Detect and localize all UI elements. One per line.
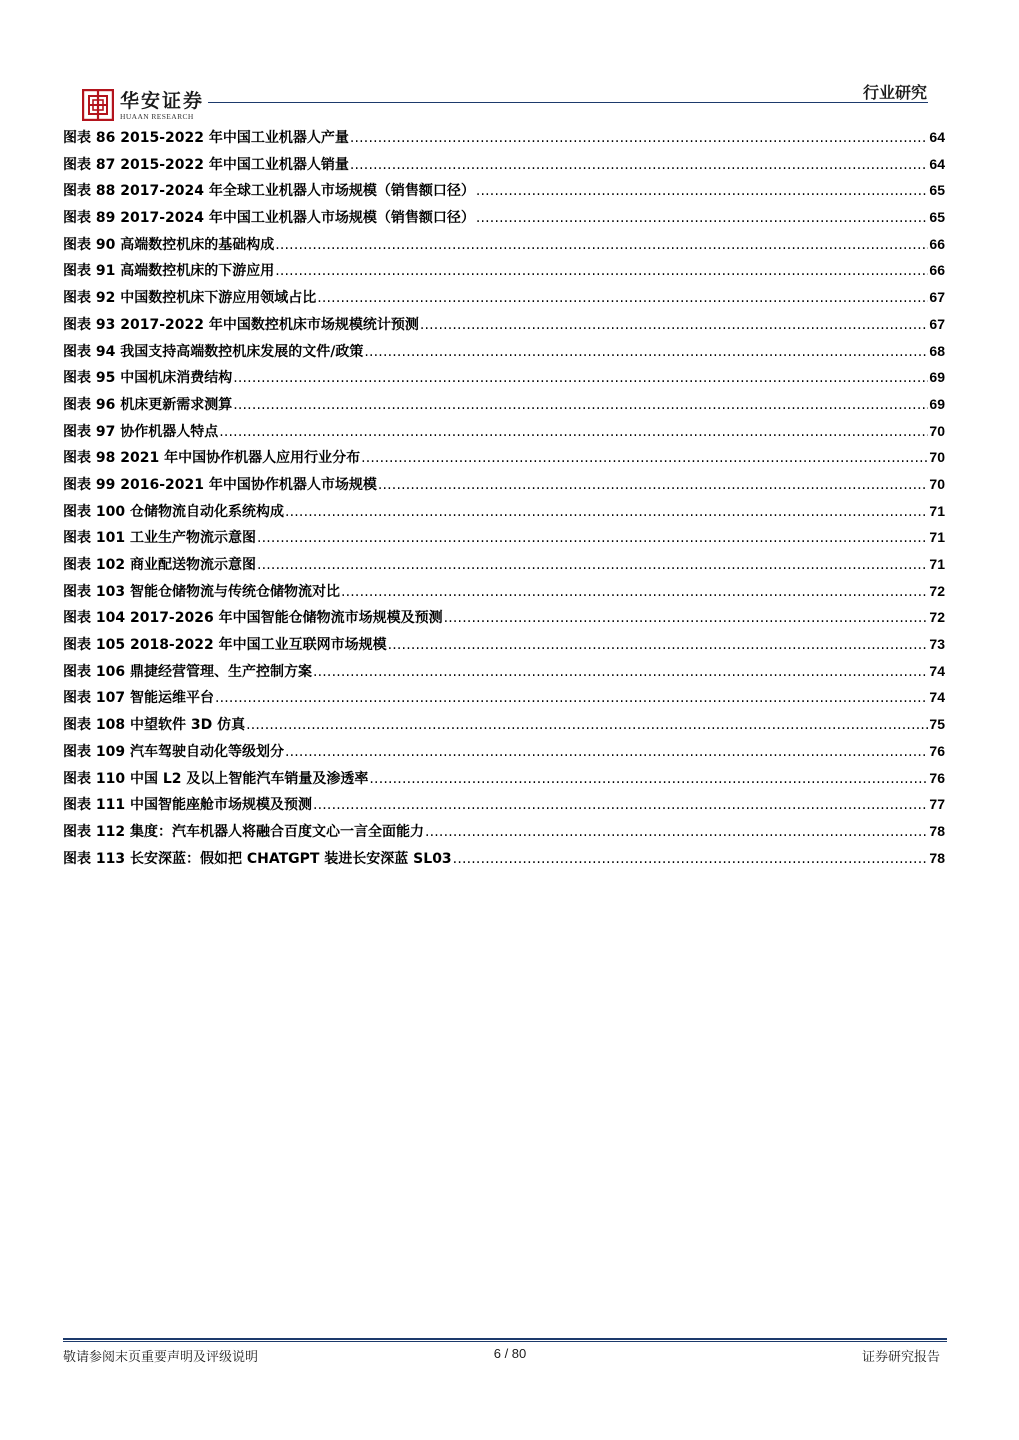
- toc-entry-label[interactable]: 图表 88 2017-2024 年全球工业机器人市场规模（销售额口径）: [63, 183, 475, 200]
- toc-entry-label[interactable]: 图表 103 智能仓储物流与传统仓储物流对比: [63, 583, 340, 600]
- toc-entry-page[interactable]: 78: [929, 822, 945, 839]
- toc-entry-page[interactable]: 73: [929, 636, 945, 653]
- toc-entry-page[interactable]: 70: [929, 449, 945, 466]
- toc-entry-page[interactable]: 76: [929, 769, 945, 786]
- toc-entry-label[interactable]: 图表 87 2015-2022 年中国工业机器人销量: [63, 156, 349, 173]
- toc-entry-label[interactable]: 图表 111 中国智能座舱市场规模及预测: [63, 797, 312, 814]
- toc-entry-label[interactable]: 图表 110 中国 L2 及以上智能汽车销量及渗透率: [63, 770, 369, 787]
- toc-entry[interactable]: [63, 364, 945, 391]
- toc-entry-page[interactable]: 70: [929, 475, 945, 492]
- toc-entry-label[interactable]: 图表 113 长安深蓝：假如把 CHATGPT 装进长安深蓝 SL03: [63, 850, 452, 867]
- section-label: 行业研究: [862, 83, 927, 102]
- toc-entry-label[interactable]: 图表 104 2017-2026 年中国智能仓储物流市场规模及预测: [63, 610, 443, 627]
- toc-entry[interactable]: [63, 177, 945, 204]
- page-indicator: 6 / 80: [493, 1346, 527, 1361]
- dot-leader: [257, 552, 928, 579]
- toc-entry-label[interactable]: 图表 109 汽车驾驶自动化等级划分: [63, 743, 284, 760]
- dot-leader: [388, 632, 929, 659]
- toc-entry-page[interactable]: 77: [929, 796, 945, 813]
- dot-leader: [285, 499, 928, 526]
- toc-entry[interactable]: [63, 311, 945, 338]
- toc-entry-page[interactable]: 70: [929, 422, 945, 439]
- toc-entry-page[interactable]: 68: [929, 342, 945, 359]
- dot-leader: [233, 365, 928, 392]
- toc-entry[interactable]: [63, 658, 945, 685]
- dot-leader: [378, 472, 929, 499]
- toc-entry-label[interactable]: 图表 86 2015-2022 年中国工业机器人产量: [63, 130, 349, 146]
- toc-entry-page[interactable]: 64: [929, 129, 945, 145]
- toc-entry-page[interactable]: 66: [929, 235, 945, 252]
- dot-leader: [275, 258, 928, 285]
- dot-leader: [215, 685, 928, 712]
- dot-leader: [476, 205, 929, 232]
- toc-entry-label[interactable]: 图表 100 仓储物流自动化系统构成: [63, 503, 284, 520]
- dot-leader: [257, 525, 928, 552]
- toc-entry-label[interactable]: 图表 91 高端数控机床的下游应用: [63, 263, 275, 280]
- toc-entry-page[interactable]: 67: [929, 289, 945, 306]
- dot-leader: [444, 605, 929, 632]
- toc-entry[interactable]: [63, 738, 945, 765]
- dot-leader: [476, 178, 929, 205]
- toc-entry-page[interactable]: 64: [929, 155, 945, 172]
- toc-entry[interactable]: [63, 791, 945, 818]
- dot-leader: [219, 419, 928, 446]
- dot-leader: [313, 659, 928, 686]
- toc-entry[interactable]: [63, 818, 945, 845]
- toc-entry-label[interactable]: 图表 93 2017-2022 年中国数控机床市场规模统计预测: [63, 316, 419, 333]
- toc-entry-label[interactable]: 图表 112 集度：汽车机器人将融合百度文心一言全面能力: [63, 823, 424, 840]
- toc-entry-page[interactable]: 72: [929, 609, 945, 626]
- toc-entry[interactable]: [63, 765, 945, 792]
- seal-icon: [82, 89, 114, 121]
- toc-entry[interactable]: [63, 604, 945, 631]
- logo-text-en: HUAAN RESEARCH: [120, 112, 194, 121]
- toc-entry[interactable]: [63, 631, 945, 658]
- toc-entry-page[interactable]: 72: [929, 582, 945, 599]
- toc-entry-label[interactable]: 图表 94 我国支持高端数控机床发展的文件/政策: [63, 343, 364, 360]
- footer-divider: [63, 1338, 947, 1340]
- dot-leader: [425, 819, 928, 846]
- dot-leader: [246, 712, 928, 739]
- dot-leader: [350, 152, 929, 179]
- toc-entry[interactable]: [63, 391, 945, 418]
- toc-entry-label[interactable]: 图表 90 高端数控机床的基础构成: [63, 236, 275, 253]
- dot-leader: [350, 125, 929, 152]
- toc-entry[interactable]: [63, 257, 945, 284]
- toc-entry-page[interactable]: 75: [929, 716, 945, 733]
- dot-leader: [233, 392, 928, 419]
- footer-disclaimer: 敬请参阅末页重要声明及评级说明: [63, 1350, 259, 1365]
- toc-entry[interactable]: [63, 711, 945, 738]
- dot-leader: [341, 579, 928, 606]
- toc-entry[interactable]: [63, 284, 945, 311]
- toc-entry[interactable]: [63, 124, 945, 151]
- toc-entry-label[interactable]: 图表 106 鼎捷经营管理、生产控制方案: [63, 663, 312, 680]
- dot-leader: [364, 339, 928, 366]
- toc-entry-page[interactable]: 71: [929, 529, 945, 546]
- toc-entry[interactable]: [63, 498, 945, 525]
- toc-entry-page[interactable]: 66: [929, 262, 945, 279]
- toc-entry-page[interactable]: 65: [929, 209, 945, 226]
- toc-entry[interactable]: [63, 204, 945, 231]
- dot-leader: [317, 285, 928, 312]
- toc-entry-page[interactable]: 71: [929, 556, 945, 572]
- dot-leader: [420, 312, 929, 339]
- toc-entry[interactable]: [63, 231, 945, 258]
- toc-entry[interactable]: [63, 418, 945, 445]
- toc-entry-page[interactable]: 76: [929, 742, 945, 759]
- toc-entry-label[interactable]: 图表 108 中望软件 3D 仿真: [63, 717, 246, 734]
- toc-entry[interactable]: [63, 444, 945, 471]
- dot-leader: [369, 766, 928, 793]
- toc-entry[interactable]: [63, 524, 945, 551]
- toc-entry-page[interactable]: 65: [929, 182, 945, 199]
- report-type: 证券研究报告: [861, 1350, 940, 1365]
- dot-leader: [313, 792, 928, 819]
- toc-entry-label[interactable]: 图表 105 2018-2022 年中国工业互联网市场规模: [63, 637, 387, 654]
- toc-entry-page[interactable]: 78: [929, 849, 945, 866]
- toc-entry-label[interactable]: 图表 95 中国机床消费结构: [63, 370, 233, 387]
- toc-entry[interactable]: [63, 151, 945, 178]
- toc-entry[interactable]: [63, 471, 945, 498]
- toc-entry[interactable]: [63, 338, 945, 365]
- dot-leader: [453, 846, 929, 873]
- header-divider: [208, 102, 928, 103]
- company-logo: [82, 86, 212, 126]
- toc-entry[interactable]: [63, 845, 945, 872]
- toc-entry-page[interactable]: 69: [929, 395, 945, 412]
- toc-entry-label[interactable]: 图表 98 2021 年中国协作机器人应用行业分布: [63, 450, 361, 467]
- toc-entry-page[interactable]: 74: [929, 689, 945, 706]
- toc-entry-page[interactable]: 71: [929, 502, 945, 519]
- toc-entry-label[interactable]: 图表 96 机床更新需求测算: [63, 396, 233, 413]
- toc-entry[interactable]: [63, 684, 945, 711]
- toc-entry-page[interactable]: 74: [929, 662, 945, 679]
- footer-divider-thin: [63, 1341, 947, 1342]
- toc-entry-label[interactable]: 图表 107 智能运维平台: [63, 690, 214, 707]
- table-of-figures: [63, 124, 945, 871]
- toc-entry-label[interactable]: 图表 92 中国数控机床下游应用领域占比: [63, 290, 317, 307]
- toc-entry-label[interactable]: 图表 97 协作机器人特点: [63, 423, 219, 440]
- toc-entry-label[interactable]: 图表 102 商业配送物流示意图: [63, 557, 256, 573]
- page-header: [0, 0, 1019, 130]
- toc-entry-label[interactable]: 图表 89 2017-2024 年中国工业机器人市场规模（销售额口径）: [63, 210, 475, 227]
- toc-entry-label[interactable]: 图表 99 2016-2021 年中国协作机器人市场规模: [63, 476, 377, 493]
- toc-entry-label[interactable]: 图表 101 工业生产物流示意图: [63, 530, 256, 547]
- toc-entry[interactable]: [63, 551, 945, 578]
- dot-leader: [361, 445, 928, 472]
- logo-text-cn: 华安证券: [120, 90, 205, 112]
- toc-entry-page[interactable]: 67: [929, 315, 945, 332]
- dot-leader: [285, 739, 928, 766]
- toc-entry-page[interactable]: 69: [929, 369, 945, 386]
- dot-leader: [275, 232, 928, 259]
- toc-entry[interactable]: [63, 578, 945, 605]
